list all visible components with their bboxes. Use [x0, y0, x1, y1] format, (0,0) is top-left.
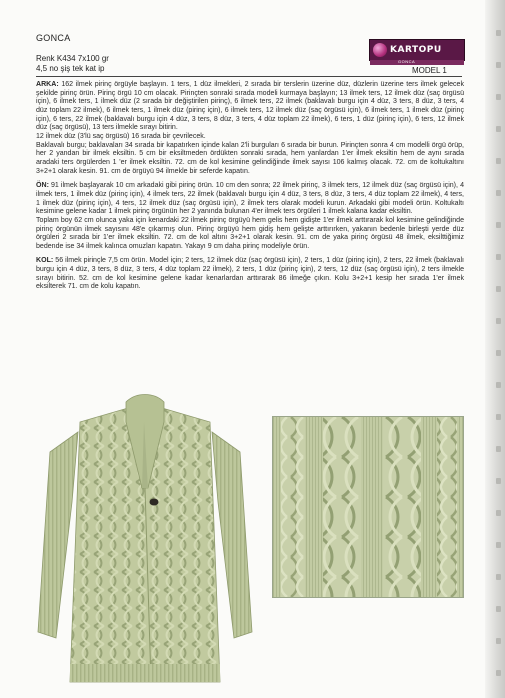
section-paragraph: Toplam boy 62 cm olunca yaka için kenardaki 22 ilmek pirinç örgüyü hem gelis hem gidişte 1'er ilmek arttırarak kol kesimine gelindiğinde pirinç örgünün ilmek sayısını 48'e çıkarmış olun. Pirinç örgüyü hem gidiş hem gelişte arttırırken, yakanın bedenle birleşti yerde düz örgüleri 2 sırada bir 1'er ilmek eksiltin. 72. cm de kol altını 3+2+1 olarak kesin. 91. cm de yaka pirinç örgüsü 48 ilmek, eksilttiğimiz bedende ise 34 ilmek kalınca omuzları kapatın. Yakayı 9 cm daha pirinç modeliyle örün.: [36, 216, 464, 250]
yarn-spec: [36, 54, 109, 74]
brand-name: KARTOPU: [390, 45, 442, 55]
section-paragraph: 91 ilmek başlayarak 10 cm arkadaki gibi pirinç örün. 10 cm den sonra; 22 ilmek pirinç, 3 ilmek ters, 12 ilmek düz (saç örgüsü için), 4 ilmek ters, 1 ilmek düz (pirinç için), 4 ilmek ters, 22 ilmek (baklavalı burgu için 4 düz, 3 ters, 8 düz, 3 ters, 4 düz toplam 22 ilmek), 4 ters, 1 ilmek düz (pirinç için), 4 ters, 12 ilmek düz (saç örgüsü için), 2 ilmek ters olarak modeli kurun. Arkadaki gibi modeli örün. Koltukaltı kesimine gelene kadar 1 ilmek pirinç örgünün her 2 yanında bulunan 4'er ilmek ters örgüleri 1 ilmek kalana kadar eksiltin.: [36, 182, 464, 216]
needle-line: 4,5 no şiş tek kat ip: [36, 64, 105, 73]
instructions: [36, 81, 464, 298]
pattern-title: GONCA: [36, 33, 71, 43]
section-kol: [36, 257, 464, 292]
binding-spine: [485, 0, 505, 698]
section-paragraph: Baklavalı burgu; baklavaları 34 sırada bir kapatırken içinde kalan 2'li burguları 6 sırada bir burun. Pirinçten sonra 4 cm modelli örgü örüp, her 2 yandan bir ilmek eksiltin. 5 cm bir eksiltmeden ördükten sonraki sırada, hem yanlardan 1'er ilmek eksiltin hem de aynı sırada aradaki ters örgülerden 1 'er ilmek eksiltin. 72. cm de kol kesimine gelindiğinde ilmek sayısı 106 kalmış olacak. 72. cm de koltukaltını 3+2+1 olarak kesin. 91. cm de örgüyü 94 ilmekle bir seferde kapatın.: [36, 141, 464, 175]
yarn-ball-icon: [373, 43, 387, 57]
model-label: MODEL 1: [412, 66, 447, 75]
yarn-line: Renk K434 7x100 gr: [36, 54, 109, 63]
section-heading: KOL:: [36, 257, 54, 265]
section-arka: [36, 81, 464, 176]
section-paragraph: 56 ilmek pirinçle 7,5 cm örün. Model için; 2 ters, 12 ilmek düz (saç örgüsü için), 2 ters, 1 düz (pirinç için), 2 ters, 22 ilmek (baklavalı burgu için 4 düz, 3 ters, 8 düz, 3 ters, 4 düz toplam 22 ilmek), 2 ters, 1 düz (pirinç için), 2 ters, 12 düz (saç örgüsü için), 2 ters ilmekle sırayı bitirin. 52. cm de kol kesimine gelene kadar kenarlardan arttırarak 86 ilmeğe çıkın. Kolu 3+2+1 kesip her sırada 1'er ilmek eksilterek 71. cm de kolu kapatın.: [36, 257, 464, 291]
stitch-swatch-photo: [272, 416, 464, 598]
section-paragraph: 162 ilmek pirinç örgüyle başlayın. 1 ters, 1 düz ilmekleri, 2 sırada bir terslerin üzerine düz, düzlerin üzerine ters ilmek gelecek şekilde pirinç örün. Pirinç örgü 10 cm olacak. Pirinçten sonraki sırada modeli kurmaya başlayın; 13 ilmek ters, 12 ilmek düz (saç örgüsü için), 6 ilmek ters, 1 ilmek düz (2 sırada bir değiştirilen pirinç), 6 ilmek ters, 22 ilmek (baklavalı burgu için 4 düz, 3 ters, 8 düz, 3 ters, 4 düz toplam 22 ilmek), 6 ilmek ters, 1 ilmek düz (pirinç için), 6 ilmek ters, 12 ilmek düz (saç örgüsü için), 6 ilmek ters, 1 ilmek düz (pirinç için), 6 ters, 22 ilmek (baklavalı burgu için 4 düz, 3 ters, 8 düz, 3 ters, 4 düz toplam 22 ilmek), 6 ters, 1 düz (pirinç için), 6 ters, 12 ilmek düz (saç örgüsü), 13 ters ilmekle sırayı bitirin.: [36, 81, 464, 132]
section-heading: ÖN:: [36, 182, 49, 190]
section-on: [36, 182, 464, 251]
brand-logo: [369, 39, 465, 64]
header-divider: [36, 76, 462, 77]
cardigan-photo: [36, 392, 254, 684]
section-heading: ARKA:: [36, 81, 59, 88]
logo-subtitle: GONCA: [398, 59, 416, 64]
logo-subband: [370, 60, 464, 65]
section-paragraph: 12 ilmek düz (3'lü saç örgüsü) 16 sırada bir çevrilecek.: [36, 132, 206, 140]
